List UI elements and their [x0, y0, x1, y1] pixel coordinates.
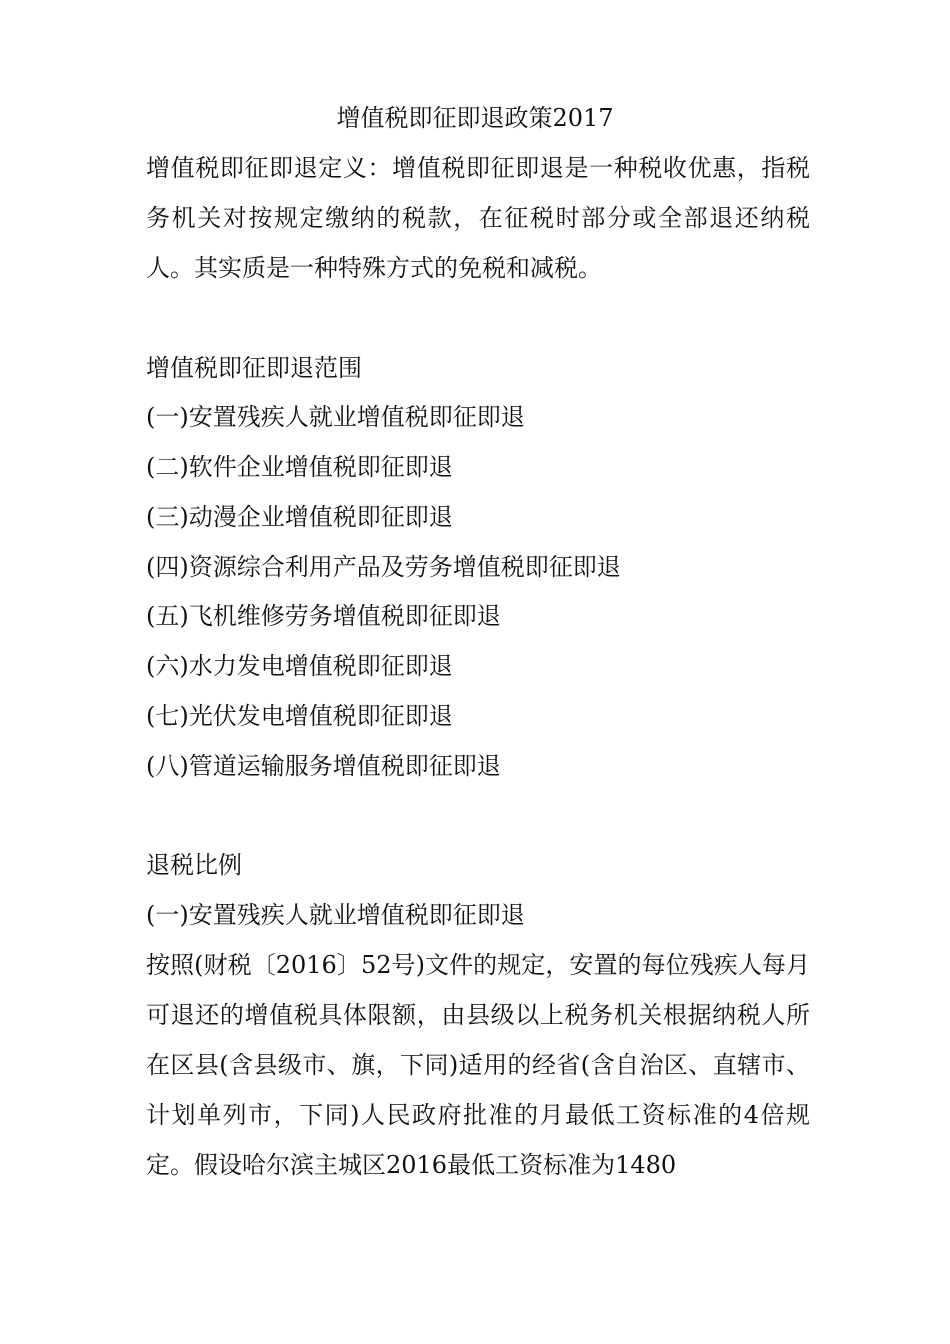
ratio-heading: 退税比例 — [146, 851, 242, 879]
scope-item-1: (一)安置残疾人就业增值税即征即退 — [146, 403, 525, 431]
scope-item-2: (二)软件企业增值税即征即退 — [146, 453, 453, 481]
scope-item-4: (四)资源综合利用产品及劳务增值税即征即退 — [146, 553, 621, 581]
definition-paragraph: 增值税即征即退定义：增值税即征即退是一种税收优惠，指税务机关对按规定缴纳的税款，在征税时部分或全部退还纳税人。其实质是一种特殊方式的免税和减税。 — [146, 154, 810, 282]
ratio-paragraph: 按照(财税〔2016〕52号)文件的规定，安置的每位残疾人每月可退还的增值税具体限额，由县级以上税务机关根据纳税人所在区县(含县级市、旗，下同)适用的经省(含自治区、直辖市、计划单列市，下同)人民政府批准的月最低工资标准的4倍规定。假设哈尔滨主城区2016最低工资标准为1480 — [146, 951, 810, 1179]
scope-item-8: (八)管道运输服务增值税即征即退 — [146, 752, 501, 780]
document-title: 增值税即征即退政策2017 — [336, 104, 614, 132]
scope-item-7: (七)光伏发电增值税即征即退 — [146, 702, 453, 730]
scope-item-3: (三)动漫企业增值税即征即退 — [146, 503, 453, 531]
ratio-subheading: (一)安置残疾人就业增值税即征即退 — [146, 901, 525, 929]
scope-item-5: (五)飞机维修劳务增值税即征即退 — [146, 602, 501, 630]
scope-heading: 增值税即征即退范围 — [146, 354, 362, 382]
scope-item-6: (六)水力发电增值税即征即退 — [146, 652, 453, 680]
